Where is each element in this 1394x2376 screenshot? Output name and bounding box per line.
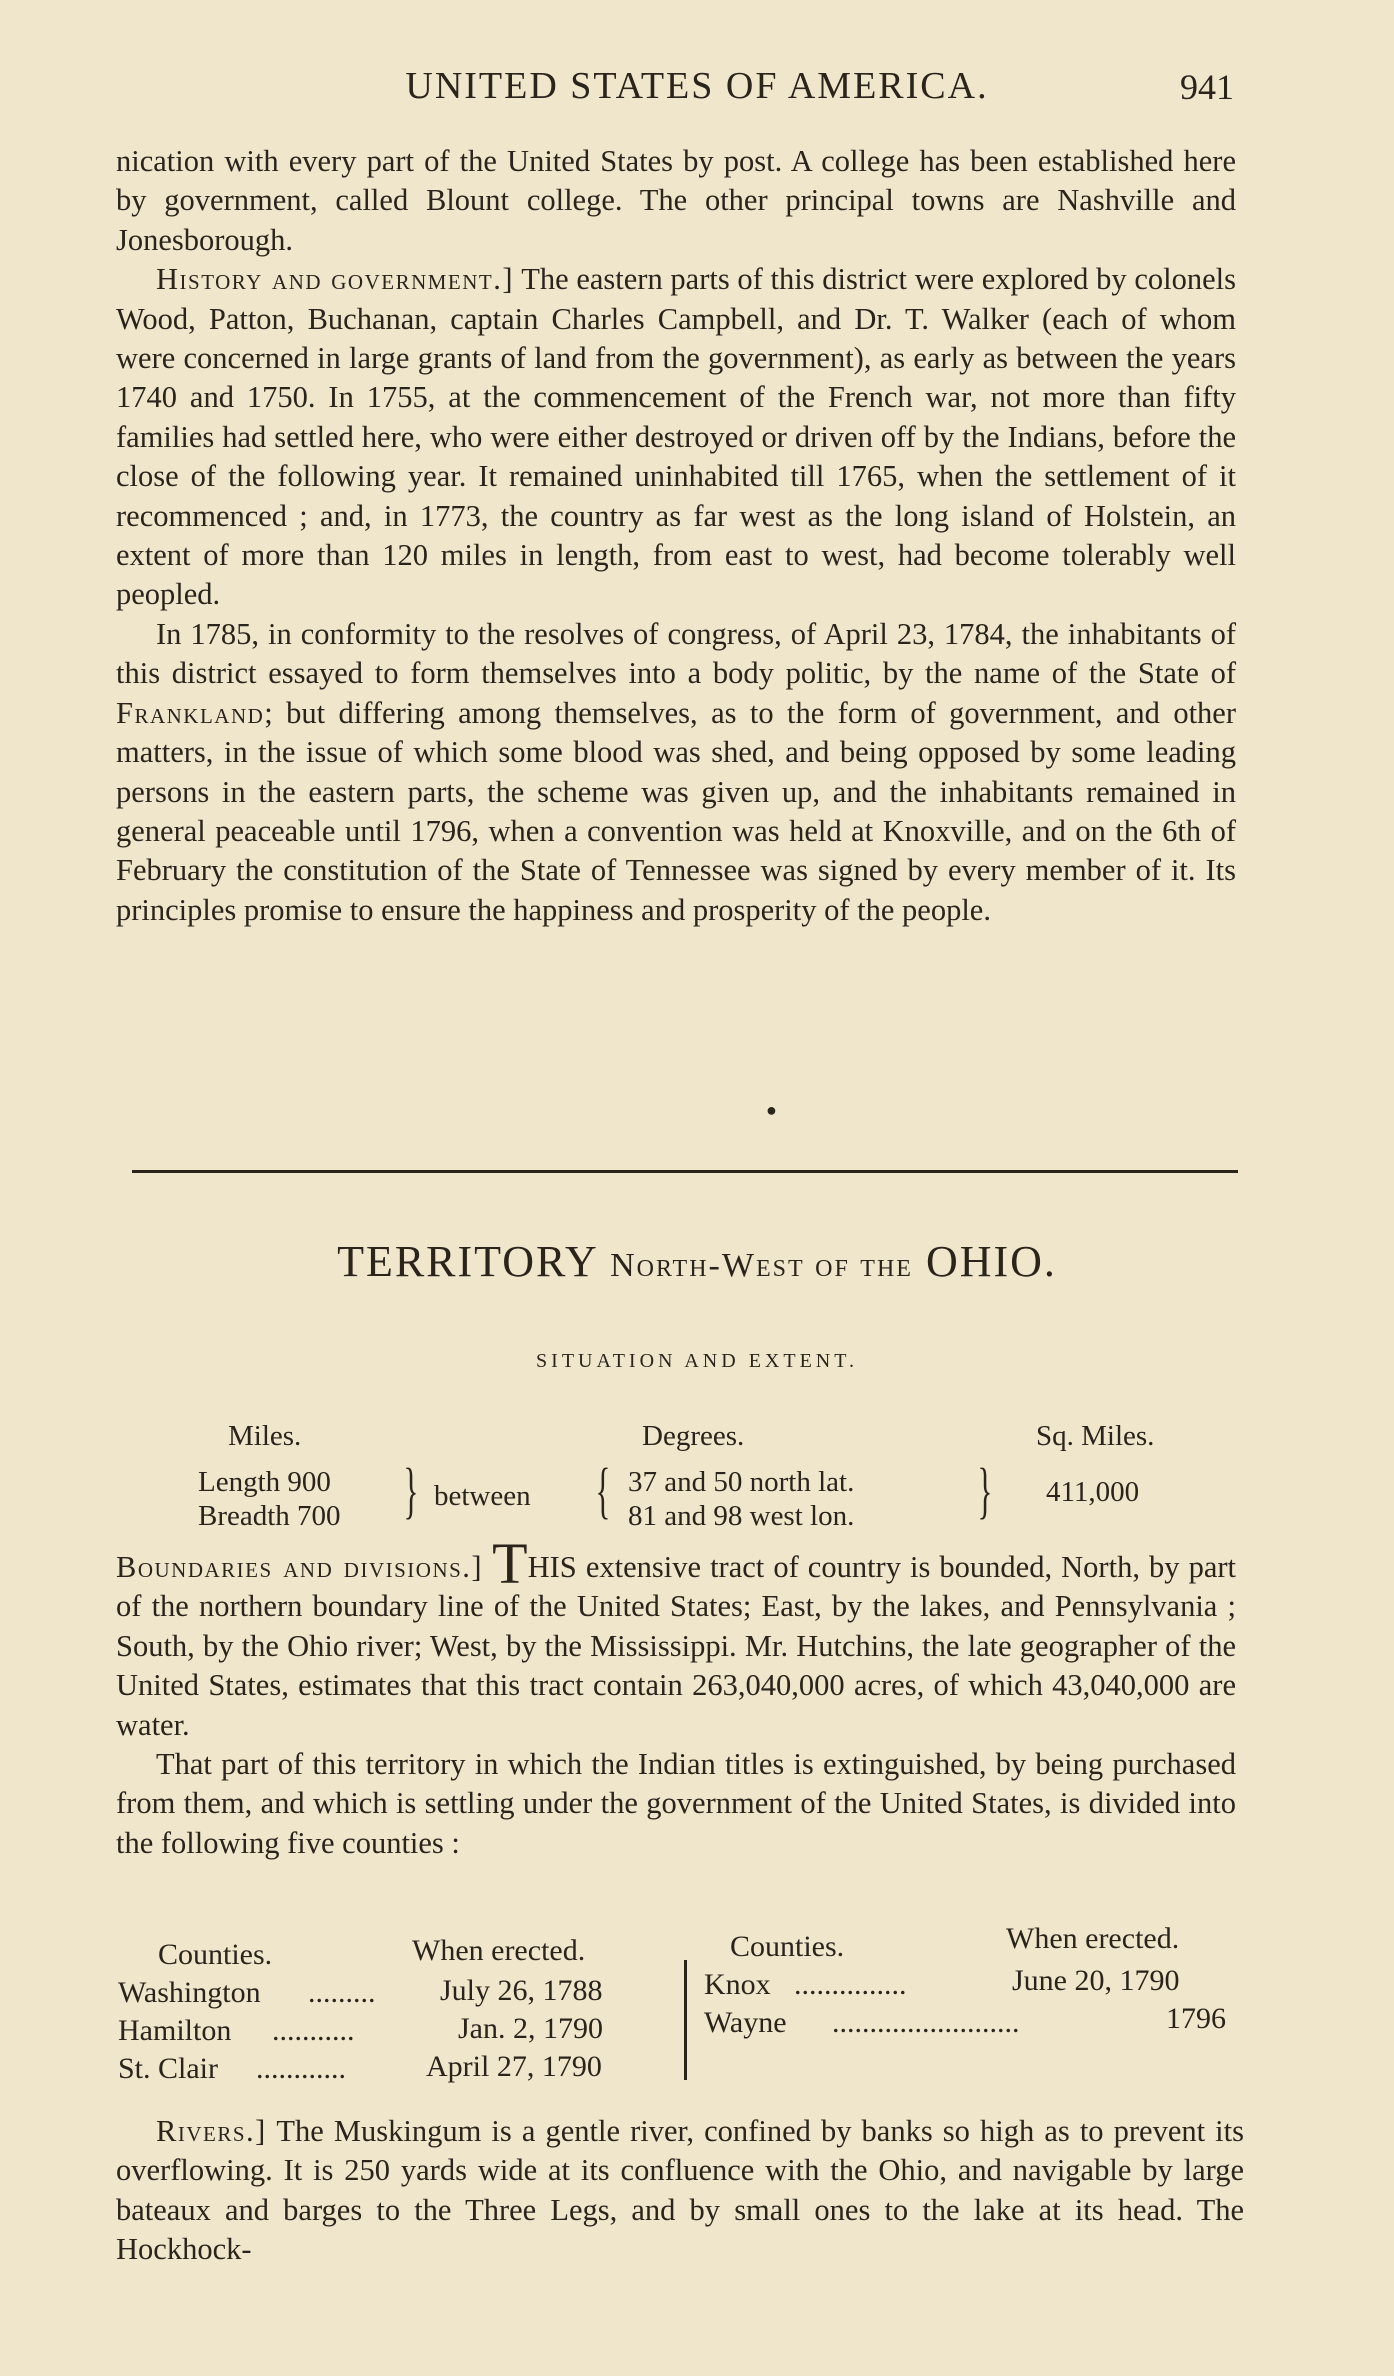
table-divider [684, 1960, 687, 2080]
leader-dots: ........... [272, 2014, 355, 2047]
erected-header-right: When erected. [1006, 1922, 1180, 1955]
county-date: April 27, 1790 [426, 2050, 602, 2083]
section-title [0, 1236, 1394, 1287]
square-miles-value: 411,000 [1046, 1476, 1140, 1508]
history-body: The eastern parts of this district were explored by colonels Wood, Patton, Buchanan, captain Charles Campbell, and Dr. T. Walker (each of whom were concerned in large grants of land from the government), as early as between the years 1740 and 1750. In 1755, at the commencement of the French war, not more than fifty families had settled here, who were either destroyed or driven off by the Indians, before the close of the following year. It remained uninhabited till 1765, when the settlement of it recommenced ; and, in 1773, the country as far west as the long island of Holstein, an extent of more than 120 miles in length, from east to west, had become tolerably well peopled. [116, 262, 1236, 612]
county-name: Knox [704, 1968, 771, 2001]
brace-left: } [403, 1457, 419, 1525]
miles-header: Miles. [228, 1420, 302, 1452]
boundaries-heading: Boundaries and divisions.] [116, 1550, 484, 1584]
leader-dots: ......... [308, 1976, 376, 2009]
county-name: Hamilton [118, 2014, 232, 2047]
leader-dots: ............ [256, 2052, 346, 2085]
county-name: Wayne [704, 2006, 787, 2039]
paragraph-frankland [116, 615, 1236, 930]
section-title-part-a: TERRITORY [337, 1237, 598, 1286]
page-number: 941 [1180, 67, 1234, 107]
section-title-part-c: OHIO. [925, 1237, 1057, 1286]
boundaries-body: HIS extensive tract of country is bounded, North, by part of the northern boundary line of the United States; East, by the lakes, and Pennsylvania ; South, by the Ohio river; West, by the Mississippi. Mr. Hutchins, the late geographer of the United States, estimates that this tract contain 263,040,000 acres, of which 43,040,000 are water. [116, 1550, 1236, 1742]
latitude-value: 37 and 50 north lat. [628, 1466, 855, 1498]
counties-header-left: Counties. [158, 1938, 273, 1971]
frankland-name: Frankland [116, 695, 265, 730]
length-value: Length 900 [198, 1466, 331, 1498]
county-name: Washington [118, 1976, 261, 2009]
subheading-situation: SITUATION AND EXTENT. [536, 1350, 858, 1372]
frankland-after: ; but differing among themselves, as to the form of government, and other matters, in the issue of which some blood was shed, and being opposed by some leading persons in the eastern parts, the scheme was given up, and the inhabitants remained in general peaceable until 1796, when a convention was held at Knoxville, and on the 6th of February the constitution of the State of Tennessee was signed by every member of it. Its principles promise to ensure the happiness and prosperity of the people. [116, 695, 1236, 927]
county-date: June 20, 1790 [1012, 1964, 1180, 1997]
rivers-heading: Rivers.] [156, 2114, 267, 2148]
boundaries-text-block [116, 1531, 1236, 1863]
paragraph-towns: nication with every part of the United States by post. A college has been established here by government, called Blount college. The other principal towns are Nashville and Jonesborough. [116, 144, 1236, 257]
county-name: St. Clair [118, 2052, 219, 2085]
ornament-dot: ● [766, 1100, 777, 1120]
rivers-text-block [116, 2112, 1244, 2270]
tennessee-text-block [116, 142, 1236, 930]
brace-middle: { [595, 1457, 611, 1525]
section-title-part-b: North-West of the [610, 1247, 913, 1284]
section-divider-rule [132, 1170, 1238, 1173]
paragraph-counties-intro: That part of this territory in which the Indian titles is extinguished, by being purchased from them, and which is settling under the government of the United States, is divided into the following five counties : [116, 1747, 1236, 1860]
longitude-value: 81 and 98 west lon. [628, 1500, 855, 1532]
frankland-before: In 1785, in conformity to the resolves of congress, of April 23, 1784, the inhabitants of this district essayed to form themselves into a body politic, by the name of the State of [116, 616, 1236, 691]
county-date: 1796 [1166, 2002, 1226, 2035]
paragraph-history [116, 260, 1236, 615]
breadth-value: Breadth 700 [198, 1500, 341, 1532]
drop-cap: T [492, 1531, 528, 1596]
history-heading: History and government.] [156, 262, 515, 297]
brace-right: } [977, 1457, 993, 1525]
leader-dots: ............... [794, 1968, 907, 2001]
erected-header-left: When erected. [412, 1934, 586, 1967]
paragraph-boundaries [116, 1531, 1236, 1745]
county-date: Jan. 2, 1790 [458, 2012, 603, 2045]
leader-dots: ......................... [832, 2006, 1020, 2039]
county-date: July 26, 1788 [440, 1974, 603, 2007]
sq-miles-header: Sq. Miles. [1036, 1420, 1155, 1452]
between-label: between [434, 1480, 531, 1512]
degrees-header: Degrees. [642, 1420, 745, 1452]
paragraph-rivers [116, 2112, 1244, 2270]
rivers-body: The Muskingum is a gentle river, confined by banks so high as to prevent its overflowing. It is 250 yards wide at its confluence with the Ohio, and navigable by large bateaux and barges to the Three Legs, and by small ones to the lake at its head. The Hockhock- [116, 2114, 1244, 2267]
counties-header-right: Counties. [730, 1930, 845, 1963]
running-header: UNITED STATES OF AMERICA. [405, 65, 989, 107]
